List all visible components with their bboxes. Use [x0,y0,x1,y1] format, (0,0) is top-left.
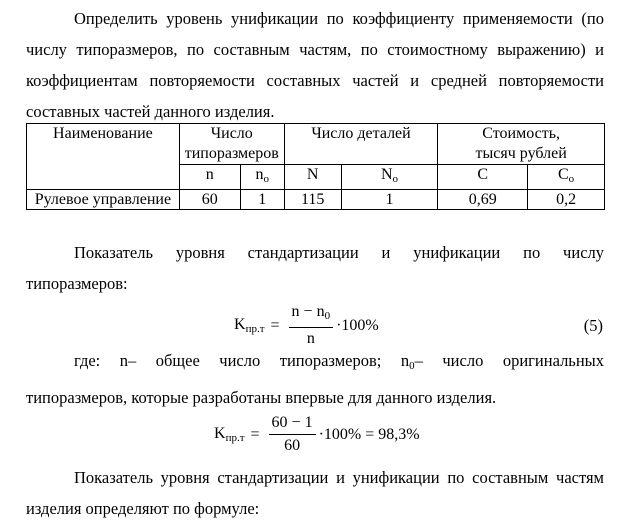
intro-line-1: Определить уровень унификации по коэффициенту применяемости (по [74,9,604,28]
paragraph-where [26,345,604,413]
data-table [26,123,605,210]
formula1-fraction [289,303,334,348]
header-types: Число типоразмеров [179,124,284,165]
subheader-C0: $C_o$ [528,165,605,190]
cell-C: 0,69 [438,190,528,210]
para3-line-2: типоразмеров, которые разработаны впервые для данного изделия. [26,388,497,407]
cell-C0: 0,2 [528,190,605,210]
formula2-tail: ·100% = 98,3% [318,425,420,443]
formula2-lhs: $K_{пр.т}$ [214,425,245,444]
subheader-N0: $N_o$ [341,165,438,190]
para2-line-1: Показатель уровня стандартизации и унификации по числу [74,243,604,262]
cell-N0: 1 [341,190,438,210]
header-name: Наименование [27,124,180,190]
paragraph-parts-indicator [26,462,604,524]
subheader-C: C [438,165,528,190]
equation-number: (5) [583,316,603,335]
subheader-n: n [179,165,240,190]
para2-line-2: типоразмеров: [26,274,128,293]
para4-line-2: изделия определяют по формуле: [26,499,260,518]
cell-N: 115 [284,190,341,210]
paragraph-types-indicator [26,237,604,299]
formula1-eq: = [270,316,280,334]
intro-line-4: составных частей данного изделия. [26,102,275,121]
formula1-numerator: $n - n_0$ [289,303,334,328]
formula2-fraction [269,414,316,455]
intro-line-2: числу типоразмеров, по составным частям, по стоимостному выражению) и [26,40,604,59]
formula1-lhs: $K_{пр.т}$ [234,316,265,335]
table-header-row [27,124,605,165]
intro-paragraph [26,3,604,127]
formula1-denominator: n [306,330,315,347]
formula-5 [234,303,379,348]
cell-n: 60 [179,190,240,210]
subheader-N: N [284,165,341,190]
formula1-tail: ·100% [336,316,379,334]
formula2-numerator: 60 − 1 [269,414,316,435]
formula2-denominator: 60 [284,437,301,454]
cell-n0: 1 [240,190,284,210]
para3-line-1: где: n– общее число типоразмеров; $n_0-$ число оригинальных [74,351,604,372]
para4-line-1: Показатель уровня стандартизации и унификации по составным частям [74,468,604,487]
cell-name: Рулевое управление [27,190,180,210]
formula2-eq: = [250,425,260,443]
subheader-n0: $n_o$ [240,165,284,190]
formula-calculation [214,414,420,455]
table-row [27,190,605,210]
header-cost: Стоимость, тысяч рублей [438,124,605,165]
intro-line-3: коэффициентам повторяемости составных частей и средней повторяемости [26,71,604,90]
header-parts: Число деталей [284,124,438,165]
